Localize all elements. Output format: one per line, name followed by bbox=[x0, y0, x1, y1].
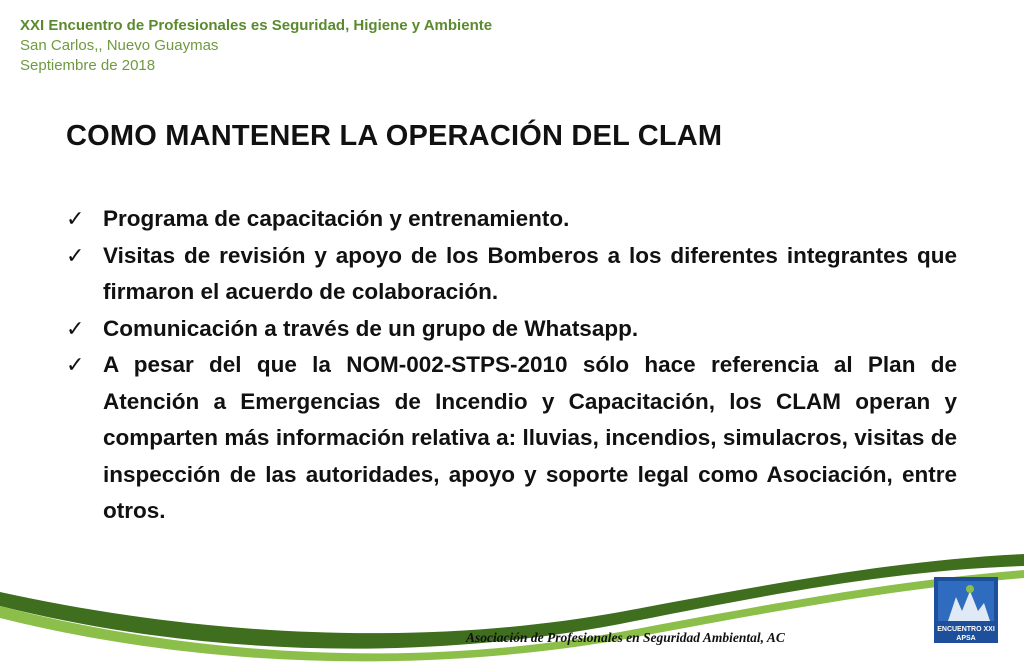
logo-text-top: ENCUENTRO XXI bbox=[937, 626, 995, 633]
event-location: San Carlos,, Nuevo Guaymas bbox=[20, 37, 219, 54]
checkmark-icon: ✓ bbox=[66, 315, 85, 341]
bullet-text: A pesar del que la NOM-002-STPS-2010 sólo hace referencia al Plan de Atención a Emergencias de Incendio y Capacitación, los CLAM operan y comparten más información relativa a: lluvias, incendios, simulacros, visitas de inspección de las autoridades, apoyo y soporte legal como Asociación, entre otros. bbox=[103, 352, 957, 523]
bullet-item bbox=[62, 347, 957, 530]
bullet-text: Comunicación a través de un grupo de Whatsapp. bbox=[103, 315, 639, 341]
slide-title: COMO MANTENER LA OPERACIÓN DEL CLAM bbox=[66, 120, 723, 152]
bullet-list bbox=[62, 201, 957, 530]
encuentro-logo bbox=[934, 577, 998, 643]
event-header bbox=[20, 16, 492, 76]
bullet-item bbox=[62, 311, 957, 348]
bullet-item bbox=[62, 201, 957, 238]
checkmark-icon: ✓ bbox=[66, 352, 85, 377]
bullet-text: Programa de capacitación y entrenamiento. bbox=[103, 206, 570, 231]
bullet-text: Visitas de revisión y apoyo de los Bomberos a los diferentes integrantes que firmaron el acuerdo de colaboración. bbox=[103, 242, 957, 304]
checkmark-icon: ✓ bbox=[66, 242, 85, 268]
organization-name: Asociación de Profesionales en Seguridad Ambiental, AC bbox=[466, 630, 785, 645]
logo-text-bottom: APSA bbox=[956, 635, 976, 642]
bullet-item bbox=[62, 238, 957, 311]
event-name: XXI Encuentro de Profesionales es Seguridad, Higiene y Ambiente bbox=[20, 17, 493, 34]
event-date: Septiembre de 2018 bbox=[20, 57, 156, 74]
checkmark-icon: ✓ bbox=[66, 206, 85, 231]
